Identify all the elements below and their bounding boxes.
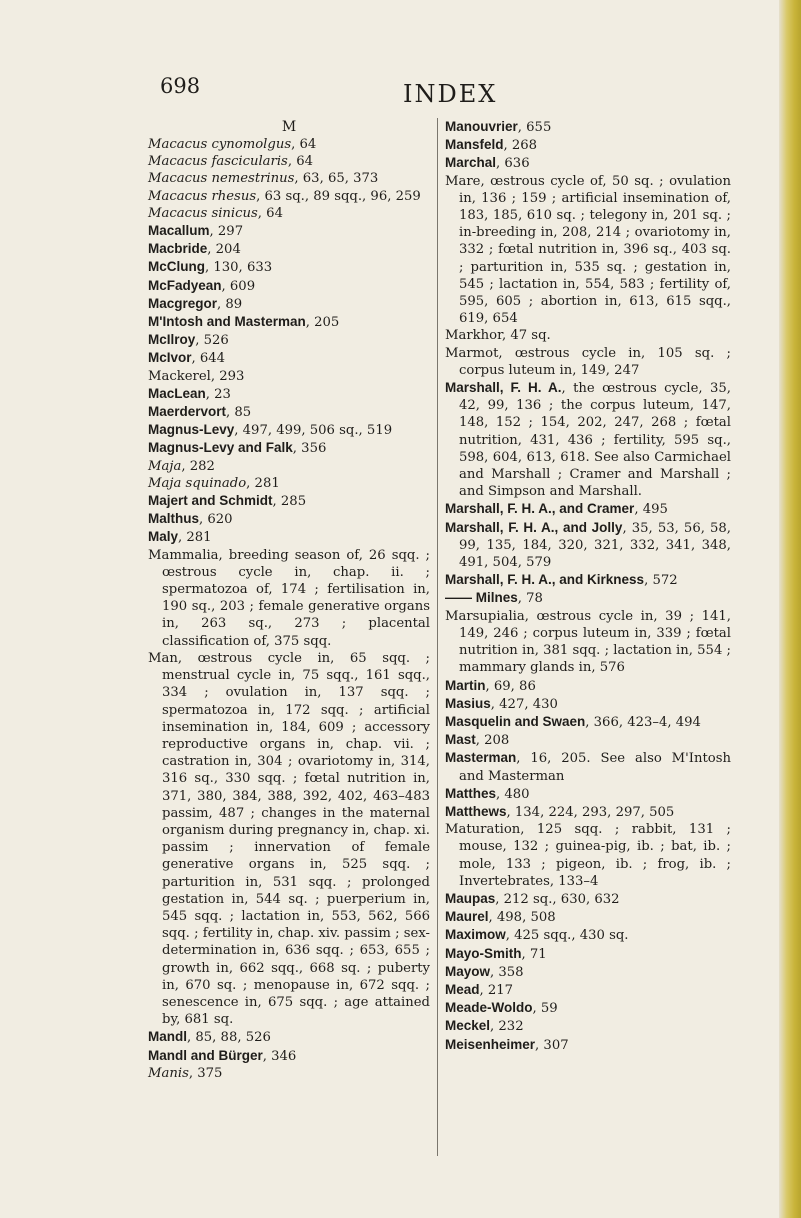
entry-heading: Maerdervort bbox=[148, 404, 227, 420]
index-entry bbox=[148, 205, 430, 222]
running-head: INDEX bbox=[403, 80, 498, 108]
entry-heading: Masius bbox=[445, 695, 491, 711]
entry-heading: Mast bbox=[445, 732, 476, 748]
index-entry bbox=[148, 1065, 430, 1082]
entry-references: , 346 bbox=[262, 1048, 297, 1064]
entry-references: , 526 bbox=[195, 333, 229, 349]
entry-heading: Masterman bbox=[445, 750, 517, 766]
entry-references: , 47 sq. bbox=[501, 328, 551, 344]
page-edge bbox=[779, 0, 801, 1218]
index-entry bbox=[445, 999, 731, 1017]
index-entry bbox=[445, 731, 731, 749]
entry-references: , 205 bbox=[305, 315, 340, 331]
index-entry bbox=[148, 295, 430, 313]
entry-references: , 35, 53, 56, 58, 99, 135, 184, 320, 321, 332, 341, 348, 491, 504, 579 bbox=[459, 520, 731, 571]
left-column bbox=[148, 118, 430, 1082]
index-entry bbox=[148, 240, 430, 258]
entry-heading: Macacus nemestrinus bbox=[148, 171, 295, 187]
entry-heading: Mandl and Bürger bbox=[148, 1047, 263, 1063]
entry-references: , 480 bbox=[496, 786, 530, 802]
entry-references: , 572 bbox=[644, 573, 678, 589]
entry-references: , 366, 423–4, 494 bbox=[585, 714, 701, 730]
entry-references: , the œstrous cycle, 35, 42, 99, 136 ; the corpus luteum, 147, 148, 152 ; 154, 202, 247, 268 ; fœtal nutrition, 431, 436 ; fertility, 595 sq., 598, 604, 613, 618. See also Carmichael and Marshall ; Cramer and Marshall ; and Simpson and Marshall. bbox=[459, 381, 731, 500]
index-entry bbox=[148, 458, 430, 475]
entry-references: , 89 bbox=[217, 296, 243, 312]
entry-heading: Macallum bbox=[148, 223, 210, 239]
index-entry bbox=[148, 331, 430, 349]
index-entry bbox=[148, 277, 430, 295]
entry-references: , 69, 86 bbox=[485, 678, 536, 694]
entry-heading: Mackerel bbox=[148, 368, 211, 384]
entry-heading: M'Intosh and Masterman bbox=[148, 314, 306, 330]
entry-heading: Maximow bbox=[445, 927, 506, 943]
index-entry bbox=[445, 379, 731, 500]
entry-heading: Meckel bbox=[445, 1018, 491, 1034]
entry-references: , 620 bbox=[199, 512, 233, 528]
entry-heading: Mandl bbox=[148, 1029, 187, 1045]
index-entry bbox=[148, 1047, 430, 1065]
entry-references: , 217 bbox=[479, 982, 514, 998]
entry-heading: McIlroy bbox=[148, 332, 196, 348]
entry-references: , 64 bbox=[287, 154, 313, 170]
index-entry bbox=[445, 571, 731, 589]
index-entry bbox=[445, 136, 731, 154]
index-entry bbox=[148, 421, 430, 439]
entry-references: , 281 bbox=[178, 530, 212, 546]
entry-references: , 358 bbox=[490, 964, 524, 980]
index-entry bbox=[445, 608, 731, 677]
entry-references: , 204 bbox=[207, 242, 241, 258]
index-entry bbox=[445, 803, 731, 821]
index-entry bbox=[148, 439, 430, 457]
index-entry bbox=[445, 173, 731, 328]
entry-heading: Marshall, F. H. A., and Kirkness bbox=[445, 572, 645, 588]
index-entry bbox=[445, 713, 731, 731]
entry-references: , œstrous cycle in, 39 ; 141, 149, 246 ; corpus luteum in, 339 ; fœtal nutrition in, 381 sqq. ; lactation in, 554 ; mammary glands in, 576 bbox=[459, 608, 731, 676]
index-entry bbox=[445, 749, 731, 784]
index-entry bbox=[148, 385, 430, 403]
index-entry bbox=[148, 368, 430, 385]
entry-references: , 636 bbox=[496, 156, 530, 172]
entry-references: , 495 bbox=[634, 502, 668, 518]
index-entry bbox=[445, 345, 731, 379]
index-entry bbox=[148, 222, 430, 240]
entry-references: , 356 bbox=[292, 441, 327, 457]
entry-heading: Mayo-Smith bbox=[445, 945, 522, 961]
entry-heading: Magnus-Levy bbox=[148, 422, 235, 438]
entry-heading: Magnus-Levy and Falk bbox=[148, 440, 293, 456]
entry-heading: Marshall, F. H. A., and Jolly bbox=[445, 519, 623, 535]
entry-heading: Macbride bbox=[148, 241, 208, 257]
index-entry bbox=[445, 945, 731, 963]
entry-heading: Macgregor bbox=[148, 295, 218, 311]
entry-references: , 282 bbox=[181, 458, 215, 474]
entry-heading: McFadyean bbox=[148, 277, 222, 293]
entry-references: , œstrous cycle in, 65 sqq. ; menstrual cycle in, 75 sqq., 161 sqq., 334 ; ovulation in, 137 sqq. ; spermatozoa in, 172 sqq. ; artificial insemination in, 184, 609 ; accessory reproductive organs in, chap. vii. ; castration in, 304 ; ovariotomy in, 314, 316 sq., 330 sqq. ; fœtal nutrition in, 371, 380, 384, 388, 392, 402, 463–483 passim, 487 ; changes in the maternal organism during pregnancy in, chap. xi. passim ; innervation of female generative organs in, 525 sqq. ; parturition in, 531 sqq. ; prolonged gestation in, 544 sq. ; puerperium in, 545 sqq. ; lactation in, 553, 562, 566 sqq. ; fertility in, chap. xiv. passim ; sex-determination in, 636 sqq. ; 653, 655 ; growth in, 662 sqq., 668 sq. ; puberty in, 670 sq. ; menopause in, 672 sqq. ; senescence in, 675 sqq. ; age attained by, 681 sq. bbox=[162, 650, 430, 1028]
index-entry bbox=[445, 1017, 731, 1035]
entry-heading: Masquelin and Swaen bbox=[445, 713, 586, 729]
entry-heading: Man bbox=[148, 650, 178, 666]
section-letter: M bbox=[281, 119, 297, 135]
entry-heading: Meisenheimer bbox=[445, 1036, 536, 1052]
entry-references: , 71 bbox=[521, 946, 547, 962]
entry-references: , 85, 88, 526 bbox=[187, 1030, 271, 1046]
entry-references: , breeding season of, 26 sqq. ; œstrous cycle in, chap. ii. ; spermatozoa of, 174 ; fertilisation in, 190 sq., 203 ; female generative organs in, 263 sq., 273 ; placental classification of, 375 sqq. bbox=[162, 547, 430, 649]
entry-heading: Macacus cynomolgus bbox=[148, 137, 292, 152]
entry-heading: Mayow bbox=[445, 963, 491, 979]
entry-heading: Marmot bbox=[445, 345, 499, 361]
entry-references: , 63, 65, 373 bbox=[294, 171, 379, 187]
entry-heading: Maja bbox=[148, 458, 182, 474]
index-entry bbox=[148, 650, 430, 1028]
entry-references: , 425 sqq., 430 sq. bbox=[505, 928, 629, 944]
entry-references: , 232 bbox=[490, 1019, 524, 1035]
entry-references: , 16, 205. See also M'Intosh and Masterman bbox=[459, 751, 731, 784]
index-entry bbox=[445, 519, 731, 572]
index-entry bbox=[445, 821, 731, 890]
index-entry bbox=[445, 963, 731, 981]
index-entry bbox=[445, 926, 731, 944]
index-entry bbox=[445, 327, 731, 344]
entry-heading: Mansfeld bbox=[445, 137, 504, 153]
entry-heading: Markhor bbox=[445, 328, 502, 344]
entry-references: , 78 bbox=[517, 591, 543, 607]
entry-references: , 609 bbox=[221, 278, 256, 294]
entry-heading: Matthes bbox=[445, 785, 497, 801]
entry-heading: MacLean bbox=[148, 385, 206, 401]
entry-heading: Meade-Woldo bbox=[445, 1000, 533, 1016]
entry-references: , 64 bbox=[257, 205, 283, 221]
index-entry bbox=[148, 492, 430, 510]
index-entry bbox=[148, 547, 430, 650]
entry-heading: Macacus sinicus bbox=[148, 205, 258, 221]
entry-references: , 85 bbox=[226, 405, 252, 421]
entry-references: , 498, 508 bbox=[488, 910, 556, 926]
entry-heading: Malthus bbox=[148, 511, 200, 527]
entry-heading: McClung bbox=[148, 259, 205, 275]
right-column bbox=[445, 118, 731, 1054]
index-entry bbox=[445, 118, 731, 136]
index-entry bbox=[148, 313, 430, 331]
entry-heading: Mead bbox=[445, 981, 480, 997]
entry-heading: McIvor bbox=[148, 350, 192, 366]
entry-references: , 134, 224, 293, 297, 505 bbox=[506, 804, 675, 820]
index-entry bbox=[148, 403, 430, 421]
entry-heading: Matthews bbox=[445, 803, 507, 819]
index-entry bbox=[445, 500, 731, 518]
entry-references: , 375 bbox=[188, 1065, 223, 1081]
entry-heading: Maja squinado bbox=[148, 475, 247, 491]
entry-references: , œstrous cycle of, 50 sq. ; ovulation in, 136 ; 159 ; artificial insemination of, 183, 185, 610 sq. ; telegony in, 201 sq. ; in-breeding in, 208, 214 ; ovariotomy in, 332 ; fœtal nutrition in, 396 sq., 403 sq. ; parturition in, 535 sq. ; gestation in, 545 ; lactation in, 554, 583 ; fertility of, 595, 605 ; abortion in, 613, 615 sqq., 619, 654 bbox=[459, 173, 731, 327]
index-entry bbox=[148, 528, 430, 546]
entry-heading: Majert and Schmidt bbox=[148, 493, 273, 509]
entry-references: , 655 bbox=[517, 120, 552, 135]
entry-references: , 307 bbox=[535, 1037, 569, 1053]
index-entry bbox=[445, 695, 731, 713]
index-entry bbox=[445, 785, 731, 803]
entry-heading: Macacus rhesus bbox=[148, 188, 257, 204]
entry-references: , 644 bbox=[191, 351, 226, 367]
entry-references: , 293 bbox=[210, 368, 245, 384]
entry-heading: Mare bbox=[445, 173, 481, 189]
entry-references: , 130, 633 bbox=[205, 260, 273, 276]
entry-heading: Maly bbox=[148, 529, 179, 545]
entry-references: , 59 bbox=[532, 1001, 558, 1017]
index-entry bbox=[148, 136, 430, 153]
index-entry bbox=[445, 154, 731, 172]
entry-heading: Marsupialia bbox=[445, 608, 525, 624]
index-entry bbox=[148, 258, 430, 276]
index-entry bbox=[445, 908, 731, 926]
entry-references: , 63 sq., 89 sqq., 96, 259 bbox=[256, 188, 421, 204]
index-entry bbox=[148, 1028, 430, 1046]
index-entry bbox=[445, 589, 731, 607]
entry-references: , 497, 499, 506 sq., 519 bbox=[234, 423, 393, 439]
index-entry bbox=[148, 188, 430, 205]
entry-heading: Martin bbox=[445, 677, 486, 693]
entry-references: , 125 sqq. ; rabbit, 131 ; mouse, 132 ; guinea-pig, ib. ; bat, ib. ; mole, 133 ; pigeon, ib. ; frog, ib. ; Invertebrates, 133–4 bbox=[459, 822, 731, 889]
entry-references: , 23 bbox=[205, 386, 231, 402]
entry-heading: Maurel bbox=[445, 909, 489, 925]
entry-heading: Manouvrier bbox=[445, 119, 518, 134]
entry-heading: Marchal bbox=[445, 155, 497, 171]
entry-references: , 297 bbox=[209, 224, 244, 240]
page-number: 698 bbox=[160, 74, 201, 98]
entry-heading: —— Milnes bbox=[445, 590, 518, 606]
index-entry bbox=[148, 153, 430, 170]
entry-references: , 268 bbox=[503, 138, 538, 154]
entry-references: , 208 bbox=[475, 733, 510, 749]
entry-references: , 281 bbox=[246, 475, 280, 491]
entry-heading: Manis bbox=[148, 1065, 189, 1081]
entry-references: , 427, 430 bbox=[490, 696, 558, 712]
column-rule bbox=[437, 118, 438, 1156]
entry-references: , 285 bbox=[272, 494, 307, 510]
index-entry bbox=[148, 170, 430, 187]
index-entry bbox=[445, 1036, 731, 1054]
entry-references: , œstrous cycle in, 105 sq. ; corpus luteum in, 149, 247 bbox=[459, 345, 731, 378]
index-entry bbox=[445, 981, 731, 999]
entry-heading: Marshall, F. H. A., and Cramer bbox=[445, 501, 635, 517]
entry-references: , 64 bbox=[291, 137, 317, 152]
entry-heading: Macacus fascicularis bbox=[148, 154, 288, 170]
index-entry bbox=[445, 677, 731, 695]
entry-heading: Mammalia bbox=[148, 547, 219, 563]
index-entry bbox=[148, 510, 430, 528]
entry-heading: Maturation bbox=[445, 822, 521, 838]
entry-references: , 212 sq., 630, 632 bbox=[495, 891, 620, 907]
entry-heading: Marshall, F. H. A. bbox=[445, 380, 562, 396]
index-entry bbox=[148, 475, 430, 492]
entry-heading: Maupas bbox=[445, 890, 496, 906]
index-entry bbox=[445, 890, 731, 908]
index-entry bbox=[148, 349, 430, 367]
